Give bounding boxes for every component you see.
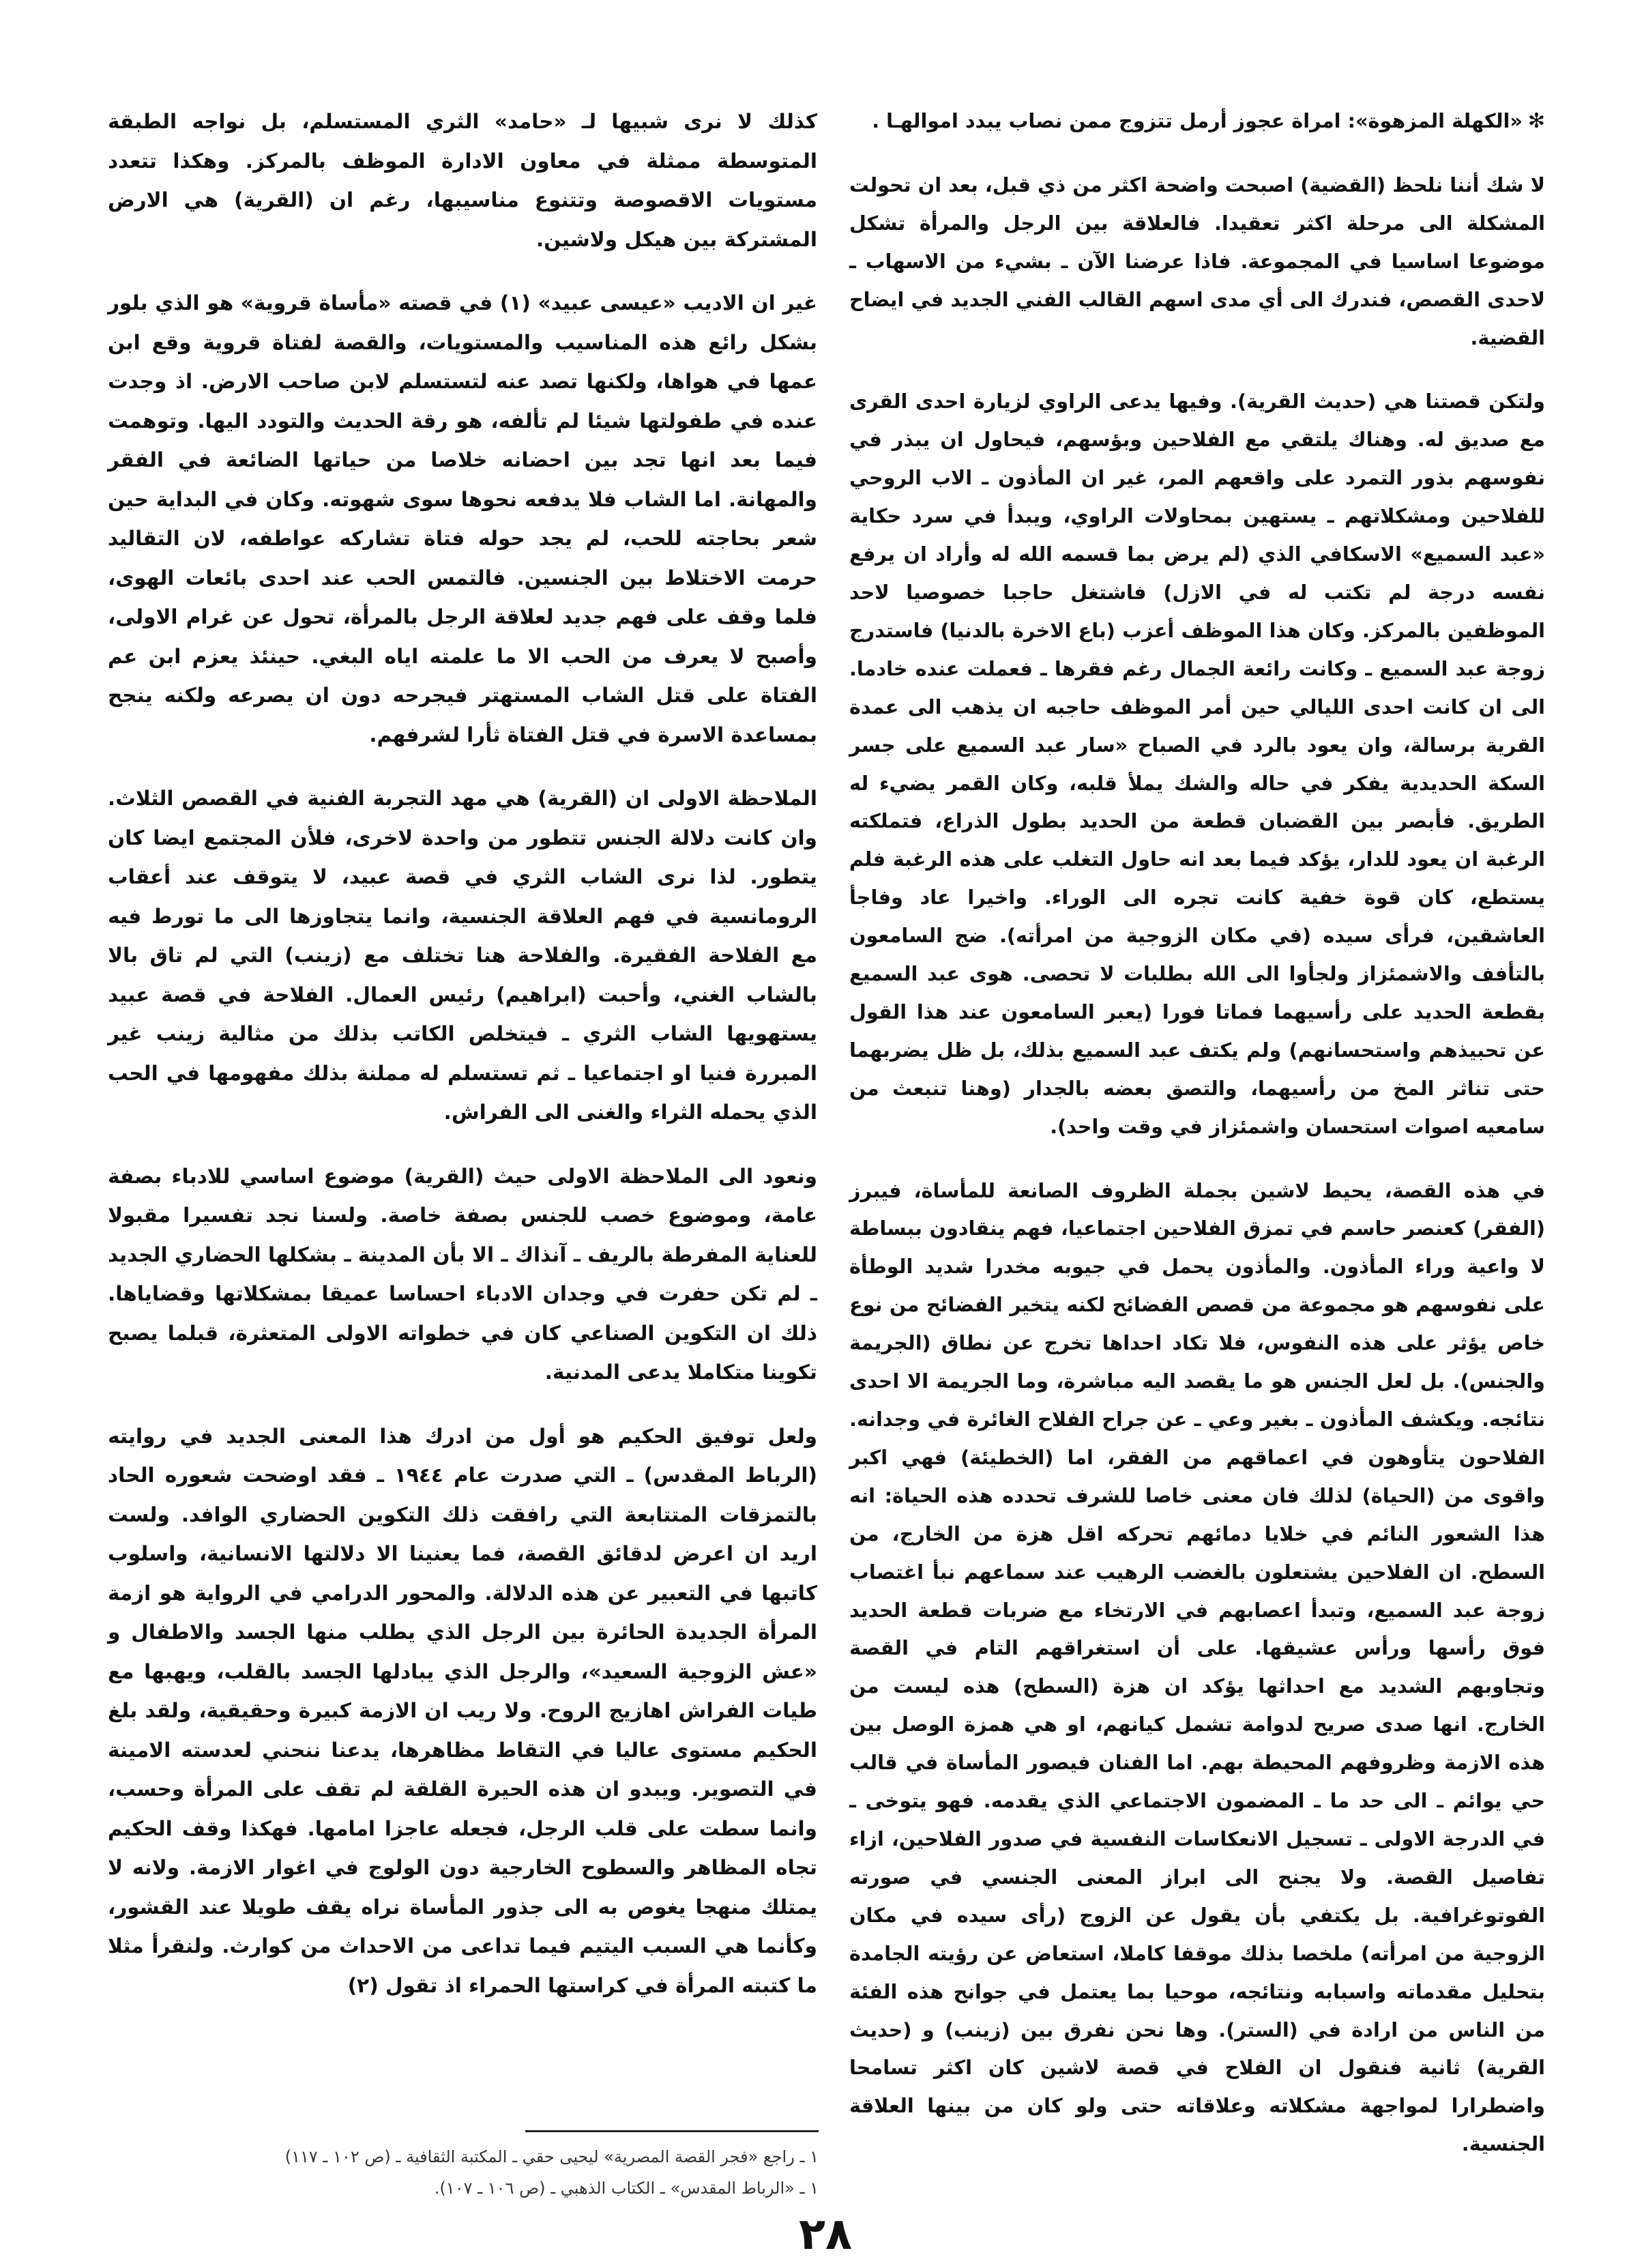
paragraph: الملاحظة الاولى ان (القرية) هي مهد التجربة الفنية في القصص الثلاث. وان كانت دلالة الجنس تتطور من واحدة لاخرى، فلأن المجتمع ايضا كان يتطور. لذا نرى الشاب الثري في قصة عبيد، لا يتوقف عند أعقاب الرومانسية في فهم العلاقة الجنسية، وانما يتجاوزها الى ما تورط فيه مع الفلاحة الفقيرة. والفلاحة هنا تختلف مع (زينب) التي لم تاق بالا بالشاب الغني، وأحبت (ابراهيم) رئيس العمال. الفلاحة في قصة عبيد يستهويها الشاب الثري ـ فيتخلص الكاتب بذلك من مثالية زينب غير المبررة فنيا او اجتماعيا ـ ثم تستسلم له مملنة بذلك مفهومها في الحب الذي يحمله الثراء والغنى الى الفراش. <box>108 787 817 1124</box>
asterisk-ornament-icon: ✻ <box>1527 109 1545 133</box>
paragraph: ونعود الى الملاحظة الاولى حيث (القرية) موضوع اساسي للادباء بصفة عامة، وموضوع خصب للجنس بصفة خاصة. ولسنا نجد تفسيرا مقبولا للعناية المفرطة بالريف ـ آنذاك ـ الا بأن المدينة ـ بشكلها الحضاري الجديد ـ لم تكن حفرت في وجدان الادباء احساسا عميقا بمشكلاتها وقضاياها. ذلك ان التكوين الصناعي كان في خطواته الاولى المتعثرة، قبلما يصبح تكوينا متكاملا يدعى المدنية. <box>108 1164 817 1384</box>
footnote: ١ ـ «الرباط المقدس» ـ الكتاب الذهبي ـ (ص ١٠٦ ـ ١٠٧). <box>434 2179 819 2198</box>
footnote: ١ ـ راجع «فجر القصة المصرية» ليحيى حقي ـ المكتبة الثقافية ـ (ص ١٠٢ ـ ١١٧) <box>284 2147 819 2166</box>
footnotes <box>109 2141 819 2204</box>
paragraph: في هذه القصة، يحيط لاشين بجملة الظروف الصانعة للمأساة، فيبرز (الفقر) كعنصر حاسم في تمزق الفلاحين اجتماعيا، فهم ينقادون ببساطة لا واعية وراء المأذون. والمأذون يحمل في جيوبه مخدرا شديد الوطأة على نفوسهم هو مجموعة من قصص الفضائح لكنه يتخير الفضائح من نوع خاص يؤثر على هذه النفوس، فلا تكاد احداها تخرج عن نطاق (الجريمة والجنس). بل لعل الجنس هو ما يقصد اليه مباشرة، وما الجريمة الا احدى نتائجه. ويكشف المأذون ـ بغير وعي ـ عن جراح الفلاح الغائرة في وجدانه. الفلاحون يتأوهون في اعماقهم من الفقر، اما (الخطيئة) فهي اكبر واقوى من (الحياة) لذلك فان معنى خاصا للشرف تحدده هذه الحياة: انه هذا الشعور النائم في خلايا دمائهم تحركه اقل هزة من الخارج، من السطح. ان الفلاحين يشتعلون بالغضب الرهيب عند سماعهم نبأ اغتصاب زوجة عبد السميع، وتبدأ اعصابهم في الارتخاء مع ضربات قطعة الحديد فوق رأسها ورأس عشيقها. على أن استغراقهم التام في القصة وتجاوبهم الشديد مع احداثها يؤكد ان هزة (السطح) هذه ليست من الخارج. انها صدى صريح لدوامة تشمل كيانهم، او هي همزة الوصل بين هذه الازمة وظروفهم المحيطة بهم. اما الفنان فيصور المأساة في قالب حي يوائم ـ الى حد ما ـ المضمون الاجتماعي الذي يقدمه. فهو يتوخى ـ في الدرجة الاولى ـ تسجيل الانعكاسات النفسية في صدور الفلاحين، ازاء تفاصيل القصة. ولا يجنح الى ابراز المعنى الجنسي في صورته الفوتوغرافية. بل يكتفي بأن يقول عن الزوج (رأى سيده في مكان الزوجية من امرأته) ملخصا بذلك موقفا كاملا، استعاض عن رؤيته الجامدة بتحليل مقدماته واسبابه ونتائجه، موحيا بما يعتمل في جوانح هذه الفئة من الناس من ارادة في (الستر). وها نحن نفرق بين (زينب) و (حديث القرية) ثانية فنقول ان الفلاح في قصة لاشين كان اكثر تسامحا واضطرارا لمواجهة مشكلاته وعلاقاته حتى ولو كان من بينها العلاقة الجنسية. <box>849 1178 1545 2156</box>
paragraph <box>849 102 1545 141</box>
right-text-column <box>849 102 1545 2164</box>
page-number: ٢٨ <box>798 2209 853 2260</box>
paragraph: غير ان الاديب «عيسى عبيد» (١) في قصته «مأساة قروية» هو الذي بلور بشكل رائع هذه المناسيب والمستويات، والقصة لفتاة قروية وقع ابن عمها في هواها، ولكنها تصد عنه لتستسلم لابن صاحب الارض. اذ وجدت عنده في طفولتها شيئا لم تألفه، هو رقة الحديث والتودد اليها. وتوهمت فيما بعد انها تجد بين احضانه خلاصا من حياتها الضائعة في الفقر والمهانة. اما الشاب فلا يدفعه نحوها سوى شهوته. وكان في البداية حين شعر بحاجته للحب، لم يجد حوله فتاة تشاركه عواطفه، لان التقاليد حرمت الاختلاط بين الجنسين. فالتمس الحب عند احدى بائعات الهوى، فلما وقف على فهم جديد لعلاقة الرجل بالمرأة، تحول عن غرام الاولى، وأصبح لا يعرف من الحب الا ما علمته اياه البغي. حينئذ يعزم ابن عم الفتاة على قتل الشاب المستهتر فيجرحه دون ان يصرعه ولكنه ينجح بمساعدة الاسرة في قتل الفتاة ثأرا لشرفهم. <box>108 291 818 746</box>
footnote-divider <box>525 2130 819 2132</box>
paragraph: ولعل توفيق الحكيم هو أول من ادرك هذا المعنى الجديد في روايته (الرباط المقدس) ـ التي صدرت عام ١٩٤٤ ـ فقد اوضحت شعوره الحاد بالتمزقات المتتابعة التي رافقت ذلك التكوين الحضاري الوافد. ولست اريد ان اعرض لدقائق القصة، فما يعنينا الا دلالتها الانسانية، واسلوب كاتبها في التعبير عن هذه الدلالة. والمحور الدرامي في الرواية هو ازمة المرأة الجديدة الحائرة بين الرجل الذي يطلب منها الجسد والاطفال و «عش الزوجية السعيد»، والرجل الذي يبادلها الجسد بالقلب، ويهبها مع طيات الفراش اهازيج الروح. ولا ريب ان الازمة كبيرة وحقيقية، ولقد بلغ الحكيم مستوى عاليا في التقاط مظاهرها، يدعنا ننحني لعدسته الامينة في التصوير. ويبدو ان هذه الحيرة القلقة لم تقف على المرأة وحسب، وانما سطت على قلب الرجل، فجعله عاجزا امامها. فهكذا وقف الحكيم تجاه المظاهر والسطوح الخارجية دون الولوج في اغوار الازمة. ولانه لا يمتلك منهجا يغوص به الى جذور المأساة نراه يقف طويلا عند القشور، وكأنما هي السبب اليتيم فيما تداعى من الاحداث من كوارث. ولنقرأ مثلا ما كتبته المرأة في كراستها الحمراء اذ تقول (٢) <box>108 1424 818 1997</box>
paragraph: كذلك لا نرى شبيها لـ «حامد» الثري المستسلم، بل نواجه الطبقة المتوسطة ممثلة في معاون الادارة الموظف بالمركز. وهكذا تتعدد مستويات الاقصوصة وتتنوع مناسيبها، رغم ان (القرية) هي الارض المشتركة بين هيكل ولاشين. <box>108 110 817 251</box>
paragraph-text: «الكهلة المزهوة»: امراة عجوز أرمل تتزوج ممن نصاب يبدد اموالهـا . <box>872 109 1523 132</box>
left-text-column <box>108 102 817 2005</box>
paragraph: ولتكن قصتنا هي (حديث القرية). وفيها يدعى الراوي لزيارة احدى القرى مع صديق له. وهناك يلتقي مع الفلاحين وبؤسهم، فيحاول ان يبذر في نفوسهم بذور التمرد على واقعهم المر، غير ان المأذون ـ الاب الروحي للفلاحين ومشكلاتهم ـ يستهين بمحاولات الراوي، ويبدأ في سرد حكاية «عبد السميع» الاسكافي الذي (لم يرض بما قسمه الله له وأراد ان يرفع نفسه درجة لم تكتب له في الازل) فاشتغل حاجبا خصوصيا لاحد الموظفين بالمركز. وكان هذا الموظف أعزب (باع الاخرة بالدنيا) فاستدرج زوجة عبد السميع ـ وكانت رائعة الجمال رغم فقرها ـ فعملت عنده خادما. الى ان كانت احدى الليالي حين أمر الموظف حاجبه ان يذهب الى عمدة القرية برسالة، وان يعود بالرد في الصباح «سار عبد السميع على جسر السكة الحديدية يفكر في حاله والشك يملأ قلبه، وكان القمر يضيء له الطريق. فأبصر بين القضبان قطعة من الحديد بطول الذراع، فتملكته الرغبة ان يعود للدار، يؤكد فيما بعد انه حاول التغلب على هذه الرغبة فلم يستطع، كان قوة خفية كانت تجره الى الوراء. واخيرا عاد وفاجأ العاشقين، فرأى سيده (في مكان الزوجية من امرأته). ضج السامعون بالتأفف والاشمئزاز ولجأوا الى الله بطلبات لا تحصى. هوى عبد السميع بقطعة الحديد على رأسيهما فماتا فورا (يعبر السامعون عند هذا القول عن تحبيذهم واستحسانهم) ولم يكتف عبد السميع بذلك، بل ظل يضربهما حتى تناثر المخ من رأسيهما، والتصق بعضه بالجدار (وهنا تنبعث من سامعيه اصوات استحسان واشمئزاز في وقت واحد). <box>849 390 1545 1138</box>
paragraph: لا شك أننا نلحظ (القضية) اصبحت واضحة اكثر من ذي قبل، بعد ان تحولت المشكلة الى مرحلة اكثر تعقيدا. فالعلاقة بين الرجل والمرأة تشكل موضوعا اساسيا في المجموعة. فاذا عرضنا الآن ـ بشيء من الاسهاب ـ لاحدى القصص، فندرك الى أي مدى اسهم القالب الفني الجديد في ايضاح القضية. <box>849 173 1545 349</box>
